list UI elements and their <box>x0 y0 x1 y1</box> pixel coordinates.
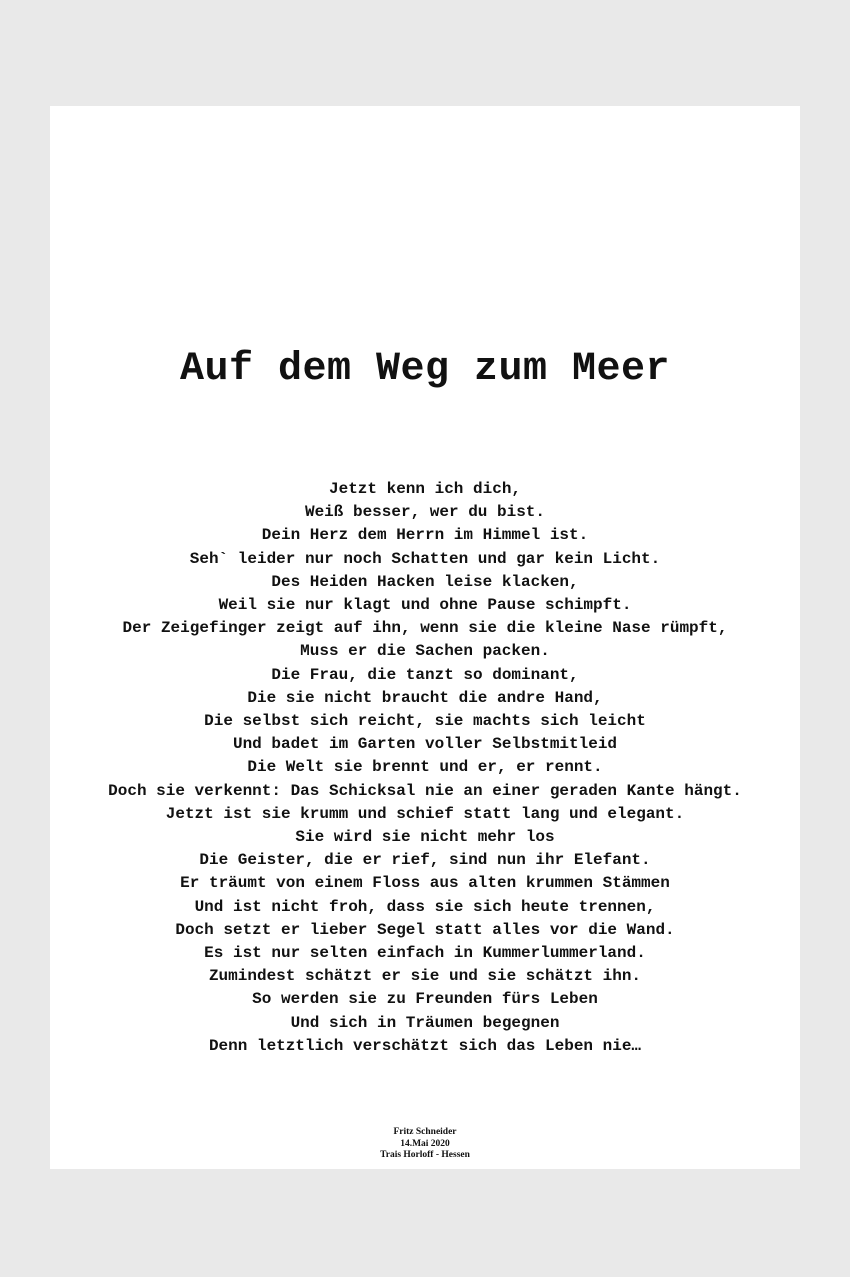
poem-line: Der Zeigefinger zeigt auf ihn, wenn sie die kleine Nase rümpft, <box>122 619 728 638</box>
poem-line: Es ist nur selten einfach in Kummerlummerland. <box>204 944 646 963</box>
poem-line: Seh` leider nur noch Schatten und gar kein Licht. <box>189 549 661 568</box>
poem-line: Die sie nicht braucht die andre Hand, <box>247 688 603 707</box>
author-name: Fritz Schneider <box>393 1127 457 1137</box>
poem-line: Dein Herz dem Herrn im Himmel ist. <box>261 526 589 545</box>
poem-line: Weiß besser, wer du bist. <box>304 503 546 522</box>
signature-block <box>50 1127 800 1162</box>
poem-sheet <box>50 106 800 1169</box>
poem-line: Denn letztlich verschätzt sich das Leben nie… <box>208 1036 642 1055</box>
poem-line: Doch setzt er lieber Segel statt alles vor die Wand. <box>175 920 675 939</box>
poem-title: Auf dem Weg zum Meer <box>179 347 671 392</box>
poem-line: Zumindest schätzt er sie und sie schätzt ihn. <box>208 967 642 986</box>
poem-line: Sie wird sie nicht mehr los <box>295 828 555 847</box>
poem-line: Die Geister, die er rief, sind nun ihr Elefant. <box>199 851 651 870</box>
poem-date: 14.Mai 2020 <box>400 1138 450 1149</box>
poem-line: Und ist nicht froh, dass sie sich heute trennen, <box>194 897 656 916</box>
poem-line: Und badet im Garten voller Selbstmitleid <box>232 735 618 754</box>
poem-line: So werden sie zu Freunden fürs Leben <box>252 990 598 1009</box>
poem-line: Und sich in Träumen begegnen <box>290 1013 560 1032</box>
poem-line: Des Heiden Hacken leise klacken, <box>271 572 579 591</box>
poem-line: Die Frau, die tanzt so dominant, <box>271 665 579 684</box>
poem-line: Weil sie nur klagt und ohne Pause schimpft. <box>218 596 632 615</box>
poem-place: Trais Horloff - Hessen <box>380 1150 470 1160</box>
poem-line: Er träumt von einem Floss aus alten krummen Stämmen <box>180 874 670 893</box>
poem-line: Die selbst sich reicht, sie machts sich leicht <box>204 712 646 731</box>
poem-line: Muss er die Sachen packen. <box>300 642 550 661</box>
poem-line: Jetzt ist sie krumm und schief statt lang und elegant. <box>165 804 685 823</box>
poem-body <box>50 478 800 1058</box>
poem-line: Jetzt kenn ich dich, <box>328 480 522 498</box>
poem-line: Die Welt sie brennt und er, er rennt. <box>247 758 603 777</box>
poem-line: Doch sie verkennt: Das Schicksal nie an einer geraden Kante hängt. <box>108 781 742 800</box>
